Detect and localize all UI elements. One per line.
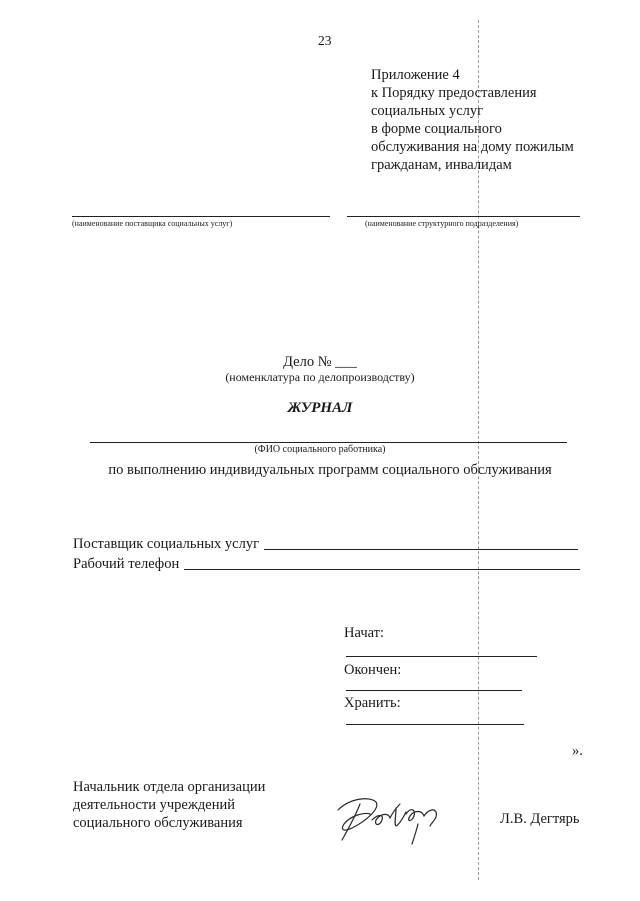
appendix-line-3: социальных услуг [371,103,484,119]
keep-label: Хранить: [344,695,401,711]
worker-name-caption: (ФИО социального работника) [254,444,386,455]
subdivision-name-line [347,216,580,217]
phone-label: Рабочий телефон [73,556,180,572]
signatory-name: Л.В. Дегтярь [500,811,580,827]
subdivision-name-caption: (наименование структурного подразделения) [365,219,519,228]
appendix-line-6: гражданам, инвалидам [371,157,512,173]
closing-quote: ». [572,743,583,759]
provider-name-line [72,216,330,217]
case-number: Дело № ___ [283,354,357,370]
appendix-line-2: к Порядку предоставления [371,85,537,101]
signature-title-line-2: деятельности учреждений [73,797,235,813]
provider-line [264,549,578,550]
case-nomenclature: (номенклатура по делопроизводству) [225,370,415,384]
finished-line [346,690,522,691]
signature-title-line-3: социального обслуживания [73,815,243,831]
journal-purpose: по выполнению индивидуальных программ социального обслуживания [108,462,552,478]
keep-line [346,724,524,725]
provider-label: Поставщик социальных услуг [73,536,260,552]
page-number: 23 [318,33,332,48]
appendix-line-1: Приложение 4 [371,67,460,83]
handwritten-signature [330,790,450,850]
worker-name-line [90,442,567,443]
appendix-line-4: в форме социального [371,121,502,137]
finished-label: Окончен: [344,662,402,678]
started-line [346,656,537,657]
journal-title: ЖУРНАЛ [287,400,353,416]
phone-line [184,569,580,570]
signature-title-line-1: Начальник отдела организации [73,779,266,795]
provider-name-caption: (наименование поставщика социальных услуг) [72,219,233,228]
appendix-line-5: обслуживания на дому пожилым [371,139,574,155]
started-label: Начат: [344,625,385,641]
